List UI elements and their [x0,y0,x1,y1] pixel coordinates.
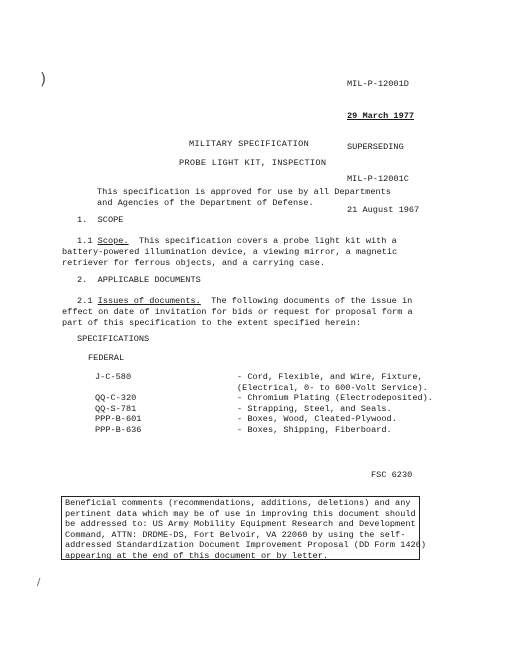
superseded-number: MIL-P-12001C [347,173,409,184]
notice-line: Command, ATTN: DRDME-DS, Fort Belvoir, VA 22060 by using the self- [65,529,406,540]
approval-line-2: and Agencies of the Department of Defense. [97,198,314,208]
spec-row [95,383,510,394]
notice-line: addressed Standardization Document Improvement Proposal (DD Form 1426) [65,540,426,550]
specifications-label: SPECIFICATIONS [77,334,150,344]
document-header [347,58,419,226]
documents-paragraph-line-3: part of this specification to the extent specified herein: [62,318,362,328]
documents-para-title: Issues of documents. [97,296,201,306]
spec-description: - Boxes, Shipping, Fiberboard. [237,424,392,435]
spec-description: - Boxes, Wood, Cleated-Plywood. [237,414,397,424]
spec-row [95,404,510,415]
spec-row [95,393,510,404]
comments-notice-box [61,496,426,561]
spec-row [95,372,510,383]
spec-id: QQ-S-781 [95,403,137,414]
scope-para-title: Scope. [97,236,129,246]
margin-paren-mark: ) [40,69,47,88]
fsc-code: FSC 6230 [371,470,413,480]
notice-line: Beneficial comments (recommendations, additions, deletions) and any [65,498,411,508]
notice-line: appearing at the end of this document or by letter. [65,550,329,561]
spec-id: J-C-580 [95,372,132,382]
issue-date: 29 March 1977 [347,110,415,121]
section-1-heading: 1. SCOPE [77,215,124,225]
documents-paragraph-line-2: effect on date of invitation for bids or request for proposal form a [62,307,413,317]
notice-line: pertinent data which may be of use in improving this document should [65,508,416,519]
federal-label: FEDERAL [88,353,125,363]
margin-hole-mark: / [37,577,41,588]
spec-description: - Cord, Flexible, and Wire, Fixture, [237,372,423,382]
spec-row [95,414,510,425]
specifications-list [95,372,510,442]
documents-para-number: 2.1 [77,296,93,306]
scope-para-number: 1.1 [77,236,93,246]
spec-id: PPP-B-636 [95,424,142,435]
spec-number: MIL-P-12001D [347,79,409,89]
spec-id: PPP-B-601 [95,414,142,424]
superseded-date: 21 August 1967 [347,205,420,215]
documents-paragraph-line-1 [77,296,412,307]
document-subtitle: PROBE LIGHT KIT, INSPECTION [179,158,327,168]
spec-id: QQ-C-320 [95,393,137,403]
spec-description: - Strapping, Steel, and Seals. [237,403,392,414]
superseding-label: SUPERSEDING [347,142,404,152]
scope-paragraph-line-2: battery-powered illumination device, a viewing mirror, a magnetic [62,247,398,257]
notice-line: be addressed to: US Army Mobility Equipment Research and Development [65,519,416,529]
spec-description: (Electrical, 0- to 600-Volt Service). [237,382,428,393]
scope-paragraph-line-3: retriever for ferrous objects, and a carrying case. [62,258,326,268]
spec-row [95,425,510,436]
documents-para-text: The following documents of the issue in [200,296,413,306]
section-2-heading: 2. APPLICABLE DOCUMENTS [77,275,201,285]
document-title: MILITARY SPECIFICATION [189,139,310,149]
approval-line-1: This specification is approved for use by all Departments [97,187,391,197]
scope-para-text: This specification covers a probe light kit with a [128,236,397,246]
scope-paragraph-line-1 [77,236,397,247]
spec-description: - Chromium Plating (Electrodeposited). [237,393,433,403]
